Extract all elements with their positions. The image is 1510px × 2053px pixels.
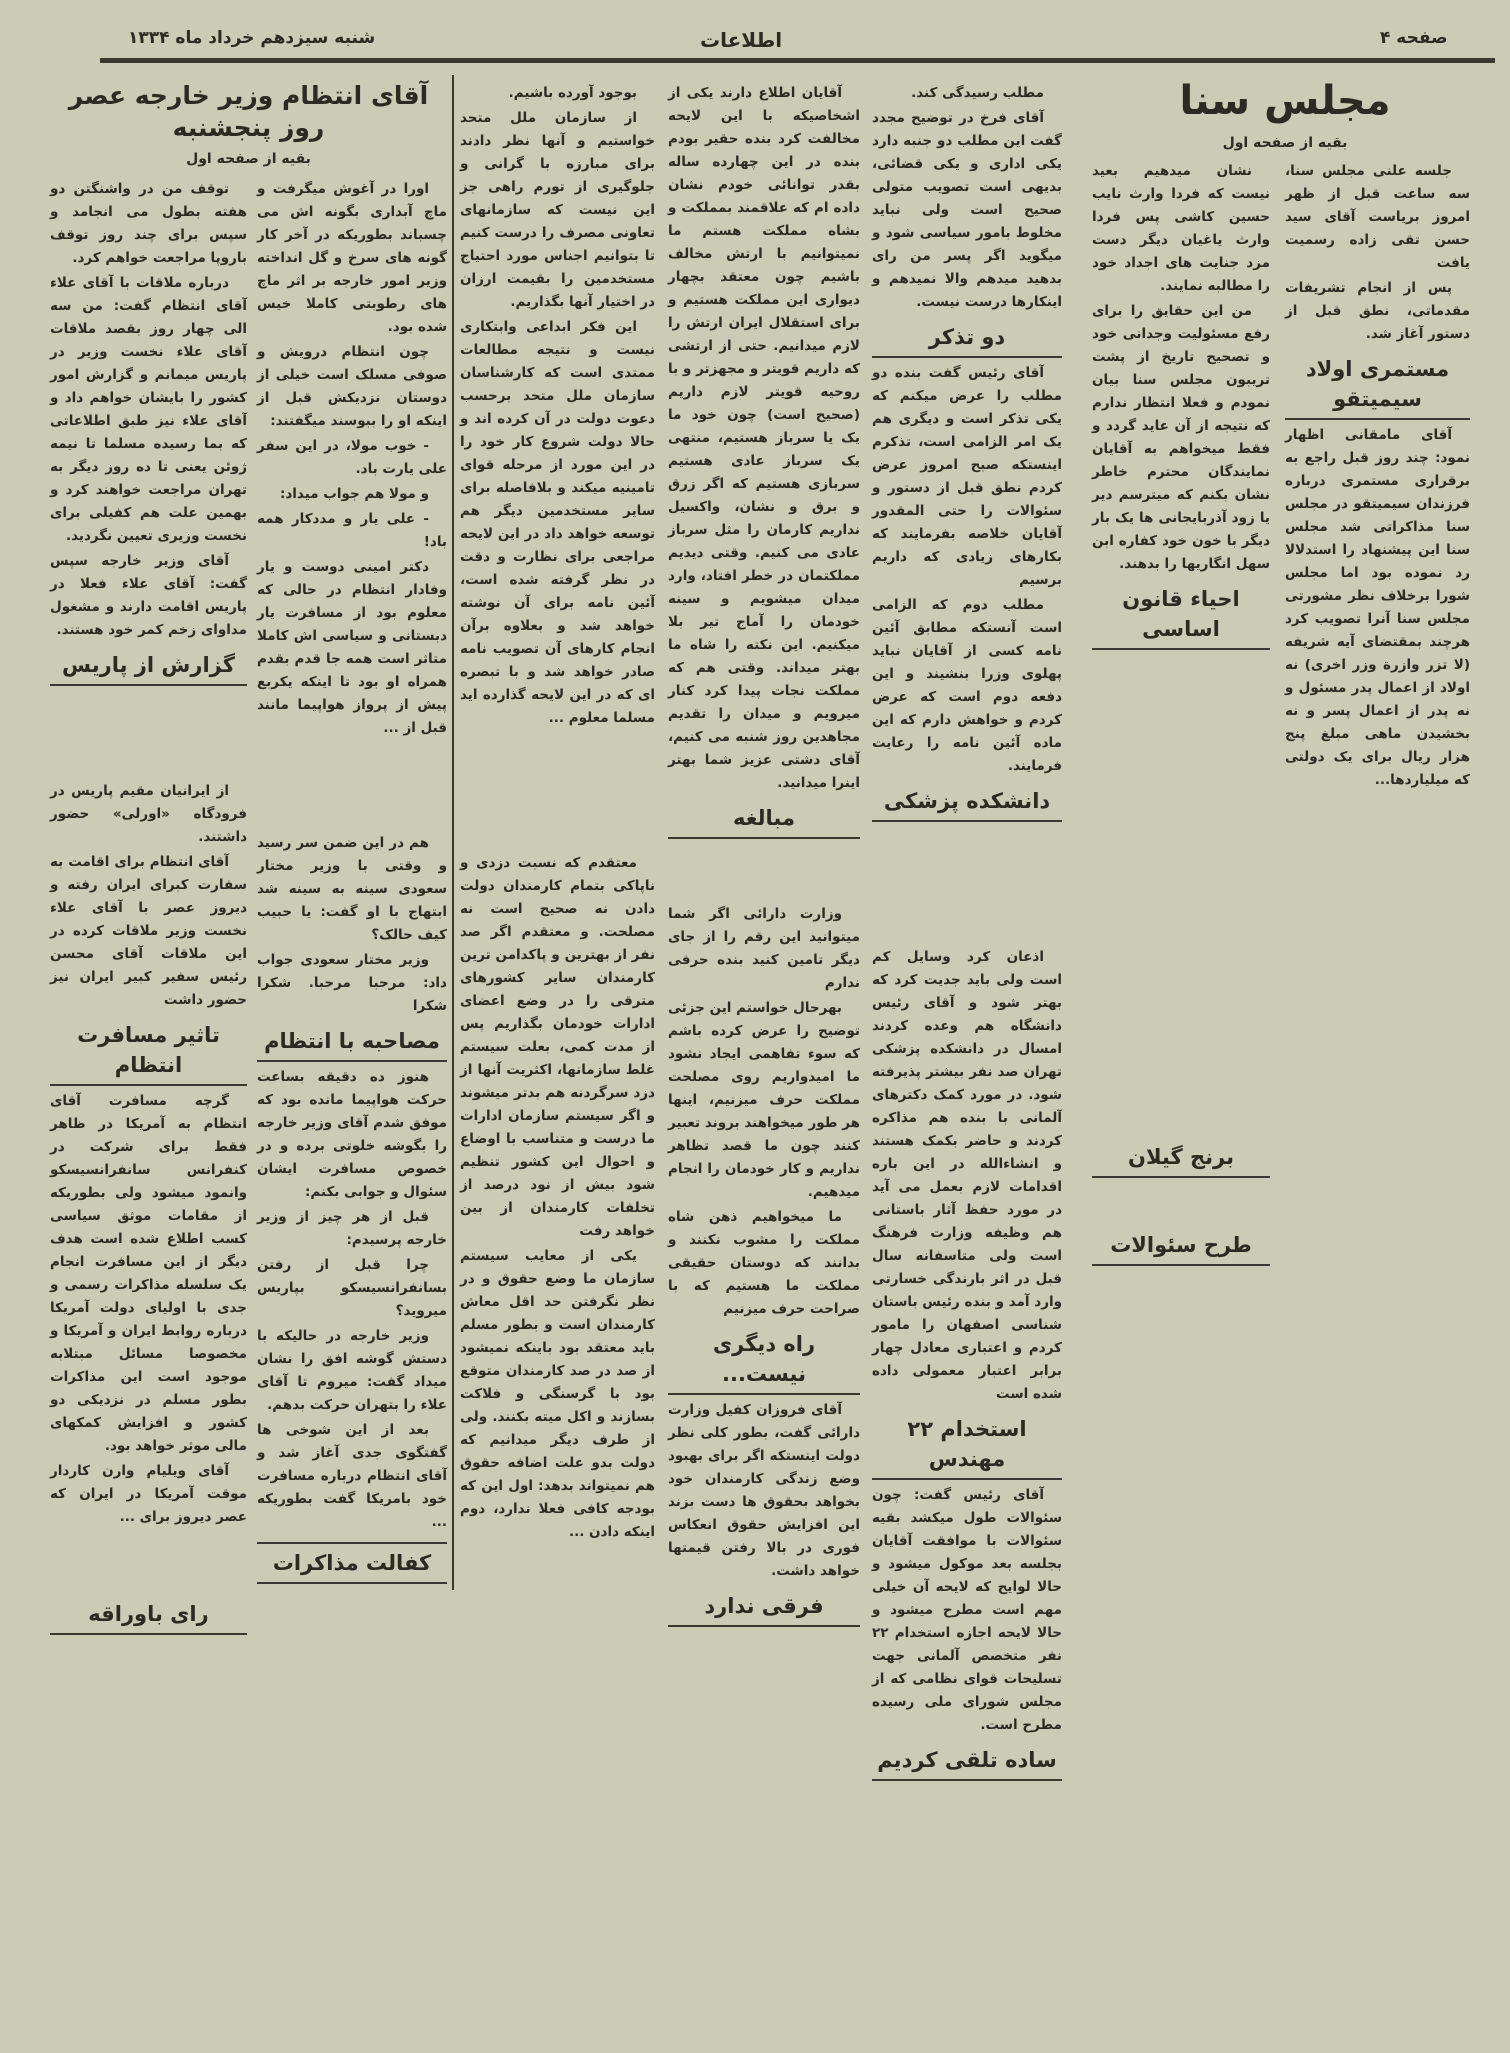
subheading: مبالغه xyxy=(668,803,860,839)
paragraph: نشان میدهیم بعید نیست که فردا وارث نایب حسین کاشی پس فردا وارث یاغیان دیگر دست مزد جنایت های اجداد خود را مطالبه نمایند. xyxy=(1092,163,1270,294)
paragraph: آقای رئیس گفت بنده دو مطلب را عرض میکنم که یکی تذکر است و دیگری هم یک امر الزامی است، تذکرم اینستکه صبح امروز عرض کردم نطق قبل از دستور و سئوالات را حتی المقدور آقایان خلاصه بفرمایند که بکارهای زیادی که داریم برسیم xyxy=(872,365,1062,588)
subheading: طرح سئوالات xyxy=(1092,1230,1270,1266)
column-g xyxy=(50,178,247,1639)
paragraph: وزیر مختار سعودی جواب داد: مرحبا مرحبا. شکرا شکرا xyxy=(257,952,447,1014)
subheading: فرقی ندارد xyxy=(668,1591,860,1627)
paragraph: و مولا هم جواب میداد: xyxy=(279,486,429,502)
subheading: احیاء قانون اساسی xyxy=(1092,584,1270,650)
continued-note: بقیه از صفحه اول xyxy=(1222,135,1348,151)
subheading: دانشکده پزشکی xyxy=(872,786,1062,822)
paragraph: بهرحال خواستم این جزئی توضیح را عرض کرده باشم که سوء تفاهمی ایجاد نشود ما امیدواریم روی مصلحت مملکت حرف میزنیم، اینها هر طور میخواهند بروند تعبیر کنند چون ما قصد تظاهر نداریم و کار خودمان را انجام میدهیم. xyxy=(668,1000,860,1200)
paragraph: آقای فروزان کفیل وزارت دارائی گفت، بطور کلی نظر دولت اینستکه اگر برای بهبود وضع زندگی کارمندان خود بخواهد بحقوق ها دست بزند این افزایش حقوق انعکاس فوری در بالا رفتن قیمتها خواهد داشت. xyxy=(668,1402,860,1579)
column-divider xyxy=(452,75,454,1590)
newspaper-name: اطلاعات xyxy=(700,28,783,52)
paragraph: وزیر خارجه در حالیکه با دستش گوشه افق را نشان میداد گفت: میروم تا آقای علاء را بتهران حرکت بدهم. xyxy=(257,1328,447,1413)
page-number: صفحه ۴ xyxy=(1380,28,1448,48)
paragraph: پس از انجام تشریفات مقدماتی، نطق قبل از دستور آغاز شد. xyxy=(1285,280,1470,342)
subheading: راه دیگری نیست... xyxy=(668,1329,860,1395)
masthead-rule xyxy=(100,58,1495,63)
paragraph: از سازمان ملل متحد خواستیم و آنها نظر دادند برای مبارزه با گرانی و جلوگیری از تورم راهی جز این نیست که سازمانهای تعاونی مصرف را درست کنیم تا بتوانیم اجناس مورد احتیاج مستخدمین را بقیمت ارزان در اختیار آنها بگذاریم. xyxy=(460,110,655,310)
column-a xyxy=(1285,160,1470,794)
paragraph: آقای فرخ در توضیح مجدد گفت این مطلب دو جنبه دارد یکی اداری و یکی قضائی، بدیهی است تصویب متولی صحیح است ولی نباید مخلوط بامور سیاسی شود و میگوید اگر پسر من رای بدهید میدهم والا نمیدهم و اینکارها درست نیست. xyxy=(872,110,1062,310)
subheading: گزارش از پاریس xyxy=(50,650,247,686)
subheading: رای باوراقه xyxy=(50,1599,247,1635)
continued-note: بقیه از صفحه اول xyxy=(186,151,311,167)
paragraph: چرا قبل از رفتن بسانفرانسیسکو بپاریس میروید؟ xyxy=(257,1257,447,1319)
subheading: دو تذکر xyxy=(872,322,1062,358)
paragraph: از ایرانیان مقیم پاریس در فرودگاه «اورلی» حضور داشتند. xyxy=(50,783,247,845)
column-d xyxy=(668,82,860,1631)
paragraph: این فکر ابداعی وابتکاری نیست و نتیجه مطالعات ممتدی است که کارشناسان سازمان ملل متحد برحسب دعوت دولت در آن کرده اند و حالا دولت شروع کار خود را در این مورد از مرحله قوای تامینیه میکند و بلافاصله برای سایر مستخدمین دیگر هم توسعه خواهد داد در این لایحه مراجعی برای نظارت و دقت در نظر گرفته شده است، آئین نامه برای آن نوشته خواهد شد و بعلاوه برآن انجام کارهای آن تصویب نامه صادر خواهد شد و با تبصره ای که در این لایحه گذارده اید مسلما معلوم ... xyxy=(460,319,655,726)
paragraph: آقایان اطلاع دارند یکی از اشخاصیکه با این لایحه مخالفت کرد بنده حقیر بودم بنده در این چهارده ساله بقدر توانائی خودم نشان داده ام که علاقمند بمملکت و بشاه مملکت هستم ما نمیتوانیم با ارتش مخالف باشیم چون معتقد بچهار دیواری این مملکت هستیم و برای استقلال ایران ارتش را لازم میدانیم. حتی از ارتشی که داریم قویتر و مجهزتر و با روحیه قویتر لازم داریم (صحیح است) چون خود ما یک یا سرباز هستیم، منتهی یک سرباز عادی هستیم سربازی هستیم که اگر زرق و برق و نشان، واکسیل نداریم کارمان را مثل سرباز عادی می کنیم. وقتی دیدیم مملکتمان در خطر افتاد، وارد میدان میشویم و سینه خودمان را آماج تیر بلا میکنیم. این نکته را شاه ما بهتر میداند. وقتی هم که مملکت نجات پیدا کرد کنار میرویم و میدان را تقدیم مجاهدین روز شنبه می کنیم، آقای دشتی عزیز شما بهتر اینرا میدانید. xyxy=(668,85,860,791)
subheading: ساده تلقی کردیم xyxy=(872,1745,1062,1781)
paragraph: آقای رئیس گفت: چون سئوالات طول میکشد بقیه سئوالات با موافقت آقایان بجلسه بعد موکول میشود و حالا لوایح که لایحه آن خیلی مهم است مطرح میشود و حالا لایحه اجازه استخدام ۲۲ نفر متخصص آلمانی جهت تسلیحات قوای نظامی که از مجلس شورای ملی رسیده مطرح است. xyxy=(872,1487,1062,1733)
paragraph: قبل از هر چیز از وزیر خارجه پرسیدم: xyxy=(257,1209,447,1248)
headline-senate: مجلس سنا xyxy=(1179,78,1391,124)
paragraph: آقای مامقانی اظهار نمود: چند روز قبل راجع به برقراری مستمری درباره فرزندان سیمیتقو در مجلس سنا مذاکراتی شد مجلس سنا این پیشنهاد را استدلالا رد نموده بود اما مجلس شورا برخلاف نظر مشورتی مجلس سنا آنرا تصویب کرد هرچند بمقتضای آیه شریفه (لا تزر وازرة وزر اخری) نه اولاد از اعمال پدر مسئول و نه پدر از اعمال پسر و نه بخشیدن ماهی مبلغ پنج هزار ریال برای یک دولتی که میلیاردها... xyxy=(1285,427,1470,788)
paragraph: توقف من در واشنگتن دو هفته بطول می انجامد و سپس برای چند روز توقف باروپا مراجعت خواهم کرد. xyxy=(50,181,247,266)
paragraph: آقای انتظام برای اقامت به سفارت کبرای ایران رفته و دیروز عصر با آقای علاء نخست وزیر ملاقات کرده در این ملاقات آقای محسن رئیس سفیر کبیر ایران نیز حضور داشت xyxy=(50,854,247,1008)
paragraph: من این حقایق را برای رفع مسئولیت وجدانی خود و تصحیح تاریخ از پشت تریبون مجلس سنا بیان نمودم و فعلا انتظار ندارم که نتیجه از آن عاید گردد و فقط میخواهم به آقایان نمایندگان محترم خاطر نشان بکنم که میترسم دیر یا زود آذربایجانی ها یک بار دیگر با خون خود کفاره ابن سهل انگاریها را بدهند. xyxy=(1092,303,1270,572)
paragraph: - علی یار و مددکار همه باد! xyxy=(257,511,447,550)
paragraph: ما میخواهیم ذهن شاه مملکت را مشوب نکنند و بدانند که دوستان حقیقی مملکت ما هستیم که با صراحت حرف میزنیم xyxy=(668,1209,860,1317)
column-f xyxy=(257,178,447,1588)
column-b xyxy=(1092,160,1270,1270)
subheading: کفالت مذاکرات xyxy=(257,1542,447,1584)
paragraph: وزارت دارائی اگر شما میتوانید این رقم را از جای دیگر تامین کنید بنده حرفی ندارم xyxy=(668,906,860,991)
paragraph: - خوب مولا، در این سفر علی یارت باد. xyxy=(257,438,447,477)
article-entezam xyxy=(50,80,447,1639)
paragraph: گرچه مسافرت آقای انتظام به آمریکا در ظاهر فقط برای شرکت در کنفرانس سانفرانسیسکو وانمود میشود ولی بطوریکه از مقامات موثق سیاسی کسب اطلاع شده است هدف دیگر از این مسافرت انجام یک سلسله مذاکرات رسمی و جدی با اولیای دولت آمریکا درباره روابط ایران و آمریکا و مخصوصا مسائل مبتلابه موجود است این مذاکرات بطور مسلم در نزدیکی دو کشور و افزایش کمکهای مالی موثر خواهد بود. xyxy=(50,1093,247,1454)
paragraph: بوجود آورده باشیم. xyxy=(508,85,637,101)
subheading: مصاحبه با انتظام xyxy=(257,1026,447,1062)
column-e xyxy=(460,82,655,1546)
paragraph: چون انتظام درویش و صوفی مسلک است خیلی از دوستان نزدیکش قبل از اینکه او را ببوسند میگفتند: xyxy=(257,344,447,429)
column-c xyxy=(872,82,1062,1785)
subheading: برنج گیلان xyxy=(1092,1142,1270,1178)
paragraph: آقای وزیر خارجه سپس گفت: آقای علاء فعلا در پاریس اقامت دارند و مشغول مداوای زخم کمر خود هستند. xyxy=(50,553,247,638)
subheading: استخدام ۲۲ مهندس xyxy=(872,1414,1062,1480)
paragraph: اورا در آغوش میگرفت و ماچ آبداری بگونه اش می چسباند بطوریکه در آخر کار گونه های سرخ و گل انداخته وزیر امور خارجه بر اثر ماچ های رطوبتی کاملا خیس شده بود. xyxy=(257,181,447,335)
paragraph: مطلب رسیدگی کند. xyxy=(911,85,1044,101)
paragraph: هم در این ضمن سر رسید و وقتی با وزیر مختار سعودی سینه به سینه شد ابتهاج با او گفت: یا حبیب کیف حالک؟ xyxy=(257,835,447,943)
paragraph: درباره ملاقات با آقای علاء آقای انتظام گفت: من سه الی چهار روز بقصد ملاقات آقای علاء نخست وزیر در پاریس میمانم و گزارش امور کشور را بایشان خواهم داد و آقای علاء نیز طبق اطلاعاتی که بما رسیده مسلما تا نیمه ژوئن یعنی تا ده روز دیگر به تهران مراجعت خواهند کرد و بهمین علت هم کفیلی برای نخست وزیری تعیین نگردید. xyxy=(50,275,247,544)
paragraph: یکی از معایب سیستم سازمان ما وضع حقوق و در نظر نگرفتن حد اقل معاش کارمندان است و بطور مسلم باید معتقد بود باینکه نمیشود از صد در صد کارمندان متوقع بود با گرسنگی و فلاکت بسازند و اکل میته بکنند. ولی از طرف دیگر میدانیم که دولت بدو علت اضافه حقوق هم نمیتواند بدهد: اول این که بودجه کافی فعلا ندارد، دوم اینکه دادن ... xyxy=(460,1248,655,1540)
headline-entezam: آقای انتظام وزیر خارجه عصر روز پنجشنبه xyxy=(68,81,429,142)
paragraph: مطلب دوم که الزامی است آنستکه مطابق آئین نامه کسی از آقایان نباید پهلوی وزرا بنشیند و این دفعه دوم است که عرض کردم و خواهش دارم که این ماده آئین نامه را رعایت فرمایند. xyxy=(872,597,1062,774)
subheading: تاثیر مسافرت انتظام xyxy=(50,1020,247,1086)
paragraph: اذعان کرد وسایل کم است ولی باید جدیت کرد که بهتر شود و آقای رئیس دانشگاه هم وعده کردند امسال در دانشکده پزشکی تهران صد نفر بیشتر پذیرفته شود. در مورد کمک دکترهای آلمانی با بنده هم مذاکره کردند و حاضر بکمک هستند و انشاءالله در این باره اقدامات لازم بعمل می آید در مورد حفظ آثار باستانی هم وظیفه وزارت فرهنگ است ولی متاسفانه سال قبل در اثر بارندگی خسارتی وارد آمد و بنده رئیس باستان شناسی اصفهان را مامور کردم و اعتباری معادل چهار برابر اعتبار معمولی داده شده است xyxy=(872,949,1062,1402)
paragraph: هنوز ده دقیقه بساعت حرکت هواپیما مانده بود که موفق شدم آقای وزیر خارجه را بگوشه خلوتی برده و در خصوص مسافرت ایشان سئوال و جوابی بکنم: xyxy=(257,1069,447,1200)
paragraph: دکتر امینی دوست و یار وفادار انتظام در حالی که معلوم بود از مسافرت یار دبستانی و سیاسی اش کاملا متاثر است همه جا قدم بقدم همراه او بود تا اینکه یکربع پیش از پرواز هواپیما مانند قبل از ... xyxy=(257,559,447,736)
paragraph: بعد از این شوخی ها گفتگوی جدی آغاز شد و آقای انتظام درباره مسافرت خود بامریکا گفت بطوریکه ... xyxy=(257,1422,447,1530)
issue-date: شنبه سیزدهم خرداد ماه ۱۳۳۴ xyxy=(128,28,376,48)
subheading: مستمری اولاد سیمیتقو xyxy=(1285,354,1470,420)
paragraph: معتقدم که نسبت دزدی و ناپاکی بتمام کارمندان دولت دادن نه صحیح است نه مصلحت. و معتقدم اگر صد نفر از بهترین و پاکدامن ترین کارمندان سایر کشورهای مترقی را در وضع اعضای ادارات خودمان بگذاریم پس از مدت کمی، بعلت سیستم غلط سازمانها، اکثریت آنها از دزد سرگردنه هم بدتر میشوند و اگر سیستم سازمان ادارات ما درست و متناسب با اوضاع و احوال این کشور تنظیم شود بیش از نود درصد از تخلفات کارمندان از بین خواهد رفت xyxy=(460,855,655,1239)
paragraph: جلسه علنی مجلس سنا، سه ساعت قبل از ظهر امروز بریاست آقای سید حسن تقی زاده رسمیت یافت xyxy=(1285,163,1470,271)
paragraph: آقای ویلیام وارن کاردار موقت آمریکا در ایران که عصر دیروز برای ... xyxy=(50,1463,247,1525)
